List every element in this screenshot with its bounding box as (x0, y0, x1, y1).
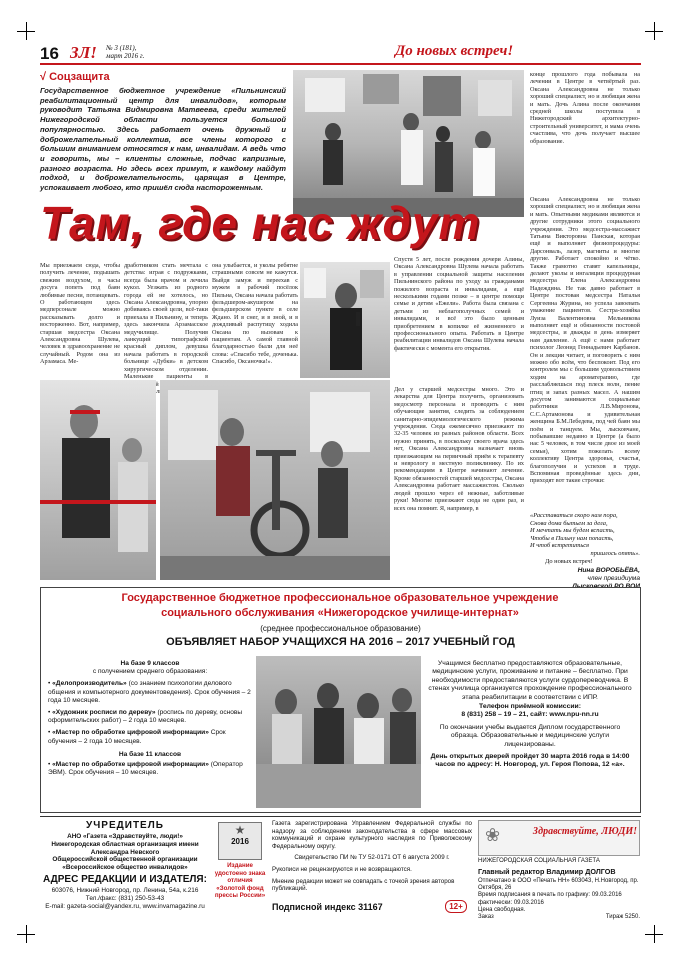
badge-year: 2016 (231, 837, 249, 846)
program-name: «Мастер по обработке цифровой информации» (52, 729, 209, 737)
crop-mark (17, 31, 35, 32)
article-col-1: Мы приезжаем сюда, чтобы получить лечение, подышать свежим воздухом, в часы досуга попеть под баян любимые песни, потанцевать. О работающем здесь медперсонале можно рассказывать долго и восторженно. Вот, например, старшая медсестра Оксана Александровна Шулева, человек в здравоохранение не случайный. Родом она из Арзамаса. Ме- (40, 262, 120, 366)
base9-title: На базе 9 классов (120, 660, 180, 667)
base9-note: с получением среднего образования: (92, 668, 208, 676)
footer-legal (272, 820, 472, 893)
program-desc: (Оператор ЭВМ). Срок обучения – 10 месяцев. (48, 761, 243, 777)
poem (530, 512, 640, 558)
price: Цена свободная. (478, 906, 526, 913)
ad-title: Государственное бюджетное профессиональное образовательное учреждение социального обслуживания «Нижегородское училище-интернат» (121, 592, 559, 619)
phone: 8 (831) 258 – 19 – 21, сайт: www.npu-nn.ru (461, 711, 599, 719)
poem-line: Чтобы в Пильну нам попасть, (530, 534, 614, 542)
paper-name: Здравствуйте, ЛЮДИ! (532, 826, 637, 837)
phone-label: Телефон приёмной комиссии: (479, 703, 581, 711)
footer-rule (40, 816, 641, 817)
run: Тираж 5250. (605, 914, 640, 921)
article-col-6: Оксана Александровна не только хороший специалист, но и любящая жена и мать. Опытными медиками являются и другие сотрудники этого социального учреждения. Это медсестра-массажист Татьяна Викторовна Панская, которая ещё и выполняет физиопроцедуры: Дарсонваль, лазер, магниты и многие другие. Работает спокойно и чётко. Также грамотно ставят капельницы, делают уколы и ингаляции процедурная медсестра Елена Александровна Надеждина. Не так давно работает в Центре постовая медсестра Наталья Сергеевна Журина, но успела завоевать уважение пациентов. Сестра-хозяйка Луиза Валентиновна Мельникова выполняет ещё и обязанности постовой медсестры, и дважды в день измеряет нам давление. А ещё с нами работает психолог Леонид Геннадьевич Карбанов. Он и лекции читает, и поговорить с ним можно обо всём, что беспокоит. Под его контролем мы с большим удовольствием ходим на ароматерапию, где расслабляешься под плеск волн, пение птиц и запах разных масел. А нашим досугом занимаются социальные работники Л.В.Миронова, С.С.Артамонова и удивительная женщина Б.М.Лебедева, под чей баян мы поём и танцуем. Мы, лысковчане, побывавшие недавно в Центре (а было нас 5 человек, в том числе двое из моей семьи), хотим пожелать всему коллективу Центра здоровья, счастья, благополучия и успехов в труде. Вспоминая проведённые здесь дни, приходят вот такие строчки: (530, 196, 640, 485)
chief-editor: Главный редактор Владимир ДОЛГОВ (478, 867, 616, 876)
closing: До новых встреч! (545, 558, 593, 565)
article-col-2: дработником стать мечтала с детства: играя с подружками, всегда была врачом и лечила кукол. Уезжать из родного города ей не хотелось, но Оксана Александровна, упорно добиваясь своей цели, всё-таки приехала в Пильнину, и теперь здесь закончила Арзамасское медучилище. Получив ланкущий типографской красный диплом, девушка начала работать в городской больнице «Дубки» в детском хирургическом отделении. Маленькие пациенты в (124, 262, 208, 381)
addr-label: АДРЕС РЕДАКЦИИ И ИЗДАТЕЛЯ: (43, 873, 207, 885)
program-item: • «Художник росписи по дереву» (роспись по дереву, основы оформительских работ) – 2 года 10 месяцев. (48, 709, 243, 725)
poem-line: «Расставаться скоро нам пора, (530, 512, 618, 519)
flower-icon: ❀ (485, 825, 501, 846)
ad-subtitle: (среднее профессиональное образование) (260, 624, 421, 633)
issue-number: № 3 (181), (106, 44, 137, 52)
order-row (478, 914, 640, 921)
article-col-3: она улыбается, и уколы ребятне страшными совсем не кажутся. Выйдя замуж и переехав с мужем в рабочий посёлок Пильна, Оксана начала работать фельдшером-акушером на фельдшерском пункте в селе Ждано. И в снег, и в зной, и в дождливый распутицу ходила Оксана по вызовам к пациентам. А самой главной благодарностью были для неё слова: «Спасибо тебе, доченька. Спасибо, Оксаночка!». (212, 262, 298, 366)
founder: АНО «Газета «Здравствуйте, люди!» (67, 833, 183, 840)
base11-title: На базе 11 классов (118, 750, 182, 758)
lead-paragraph: Государственное бюджетное учреждение «Пильнинский реабилитационный центр для инвалидов», которым руководит Татьяна Видмировна Матвеева, среди жителей Нижегородской области пользуется большой популярностью. Здесь работает очень дружный и доброжелательный коллектив, все члены которого с большим вниманием относятся к нам, инвалидам. А ведь что и говорить, мы – клиенты сложные, подчас капризные, разного возраста. Но здесь всех примут, к каждому найдут подход, и доброжелательность, царящая в Центре, успокаивает любого, кто пришёл сюда настороженным. (40, 86, 286, 193)
program-item: • «Мастер по обработке цифровой информации» Срок обучения – 2 года 10 месяцев. (48, 729, 226, 745)
headline: Там, где нас ждут (40, 197, 481, 249)
author-role: член президиума (587, 575, 640, 582)
program-name: «Художник росписи по дереву» (52, 709, 156, 717)
photo-ribbon-cutting (40, 380, 156, 580)
crop-mark (17, 934, 35, 935)
ad-after-text: По окончании учебы выдается Диплом государственного образца. Образовательные и медицинские услуги лицензированы. (439, 723, 621, 748)
footer-print (478, 878, 640, 921)
issue-date: март 2016 г. (106, 52, 145, 60)
sign-time: Время подписания в печать по графику: 09.03.2016 фактически: 09.03.2016 (478, 892, 622, 906)
print-info: Отпечатано в ООО «Печать НН» 603043, Н.Новгород, пр. Октября, 26 (478, 878, 639, 892)
article-right-top: конце прошлого года побывала на лечении в Центре в четвёртый раз. Оксана Александровна не только хороший специалист, но и любящая жена и мать. Дочь Алина после окончания средней школы поступила в Нижегородский архитектурно-строительный университет, и мама очень счастлива, что дочь получает высшее образование. (530, 71, 640, 145)
program-name: «Делопроизводитель» (52, 680, 127, 688)
program-desc: Срок обучения – 2 года 10 месяцев. (48, 729, 226, 745)
logo: ЗЛ! (70, 43, 97, 62)
paper-logo (478, 820, 640, 856)
program-item: • «Мастер по обработке цифровой информации» (Оператор ЭВМ). Срок обучения – 10 месяцев. (48, 761, 243, 777)
ad-right (426, 660, 634, 770)
program-desc: (со знанием психологии делового общения и компьютерного документоведения). Срок обучения – 2 года 10 месяцев. (48, 680, 251, 704)
crop-mark (645, 31, 663, 32)
rubric: √ Соцзащита (40, 71, 110, 83)
age-rating: 12+ (445, 900, 467, 913)
registration: Газета зарегистрирована Управлением Федеральной службы по надзору за соблюдением законодательства в сфере массовых коммуникаций и охране культурного наследия по Приволжскому Федеральному округу. (272, 820, 472, 850)
header-rule (40, 63, 641, 65)
program-desc: (роспись по дереву, основы оформительских работ) – 2 года 10 месяцев. (48, 709, 243, 725)
ad-right-text: Учащимся бесплатно предоставляются образовательные, медицинские услуги, проживание и питание – бесплатно. При необходимости предоставляются услуги сурдопереводчика. В стенах училища организуется прохождение профессионального этапа реабилитации в соответствии с ИПР. (428, 660, 632, 701)
photo-dance (293, 70, 524, 217)
address: 603076, Нижний Новгород, пр. Ленина, 54а, к.216 (51, 886, 199, 894)
author-name: Нина ВОРОБЬЁВА, (577, 567, 640, 574)
ad-left (48, 660, 252, 777)
footer-founder (40, 820, 210, 910)
poem-line: пришлось опять». (590, 549, 640, 557)
subscription-index: Подписной индекс 31167 (272, 902, 383, 912)
photo-singer (300, 262, 390, 378)
author-org: Лысковской РО ВОИ (572, 583, 640, 590)
star-icon: ★ (234, 823, 246, 837)
manuscripts: Рукописи не рецензируются и не возвращаются. (272, 865, 412, 873)
paper-type: НИЖЕГОРОДСКАЯ СОЦИАЛЬНАЯ ГАЗЕТА (478, 858, 600, 864)
org2: Общероссийской общественной организации «Всероссийское общество инвалидов» (52, 856, 198, 872)
open-day: День открытых дверей пройдет 30 марта 2016 года в 14:00 часов по адресу: Н. Новгород, ул. Героя Попова, 12 «а». (430, 753, 630, 769)
crop-mark (645, 934, 663, 935)
badge-caption: Издание удостоено знака отличия «Золотой фонд прессы России» (214, 862, 266, 900)
poem-line: И чтоб встретиться (530, 542, 590, 550)
order: Заказ (478, 914, 494, 921)
program-item: • «Делопроизводитель» (со знанием психологии делового общения и компьютерного документоведения). Срок обучения – 2 года 10 месяцев. (48, 680, 251, 704)
program-name: «Мастер по обработке цифровой информации» (52, 761, 209, 769)
page-number: 16 (40, 44, 59, 63)
founder-label: УЧРЕДИТЕЛЬ (86, 820, 164, 831)
photo-exercise (160, 380, 390, 580)
section-title: До новых встреч! (395, 43, 514, 59)
email: E-mail: gazeta-social@yandex.ru, www.invamagazine.ru (45, 902, 205, 910)
article-col-4: Спустя 5 лет, после рождения дочери Алины, Оксана Александровна Шулева начала работать в управлении социальной защиты населения Пильнинского района по уходу за гражданами пожилого возраста и инвалидами, а ещё несколькими годами позже – в центре помощи семье и детям «Ежели». Работа была связана с детьми из неблагополучных семей и инвалидами, и всё это было ценным приобретением в копилке её жизненного и профессионального опыта. Работать в Центре реабилитации инвалидов Оксана Шулева начала фактически с момента его открытия. (394, 256, 524, 352)
photo-students (256, 656, 421, 808)
gold-fund-badge (218, 822, 262, 860)
ad-announce: ОБЪЯВЛЯЕТ НАБОР УЧАЩИХСЯ НА 2016 – 2017 УЧЕБНЫЙ ГОД (166, 636, 515, 648)
poem-line: Снова дома бытьем за дела, (530, 519, 608, 527)
poem-line: И мечтать мы будем вспасть, (530, 527, 615, 535)
org1: Нижегородская областная организация имени Александра Невского (51, 840, 199, 856)
certificate: Свидетельство ПИ № ТУ 52-0171 ОТ 6 августа 2009 г. (294, 854, 450, 862)
phone-fax: Тел./факс: (831) 250-53-43 (85, 894, 165, 902)
article-col-5: Дел у старшей медсестры много. Это и лекарства для Центра получить, организовать медосмотр персонала и проводить с ним обучающие занятия, следить за соблюдением санитарно-эпидемиологического режима учреждения. Сюда ежемесячно приезжают по 32-35 человек из разных районов области. Всех нужно принять, в поскольку своего врача здесь нет, Оксана Александровна назначает вновь приезжающим на первичный приём к терапевту и неврологу в местную поликлинику. По их рекомендациям в Центре начинают лечение. Кроме обязанностей старшей медсестры, Оксана Александровна работает массажистом. Сколько людей прошло через её нежные, заботливые руки! Многие приезжают сюда не один раз, и всех она помнит. Я, например, в (394, 386, 524, 512)
opinion: Мнение редакции может не совпадать с точкой зрения авторов публикаций. (272, 877, 455, 893)
